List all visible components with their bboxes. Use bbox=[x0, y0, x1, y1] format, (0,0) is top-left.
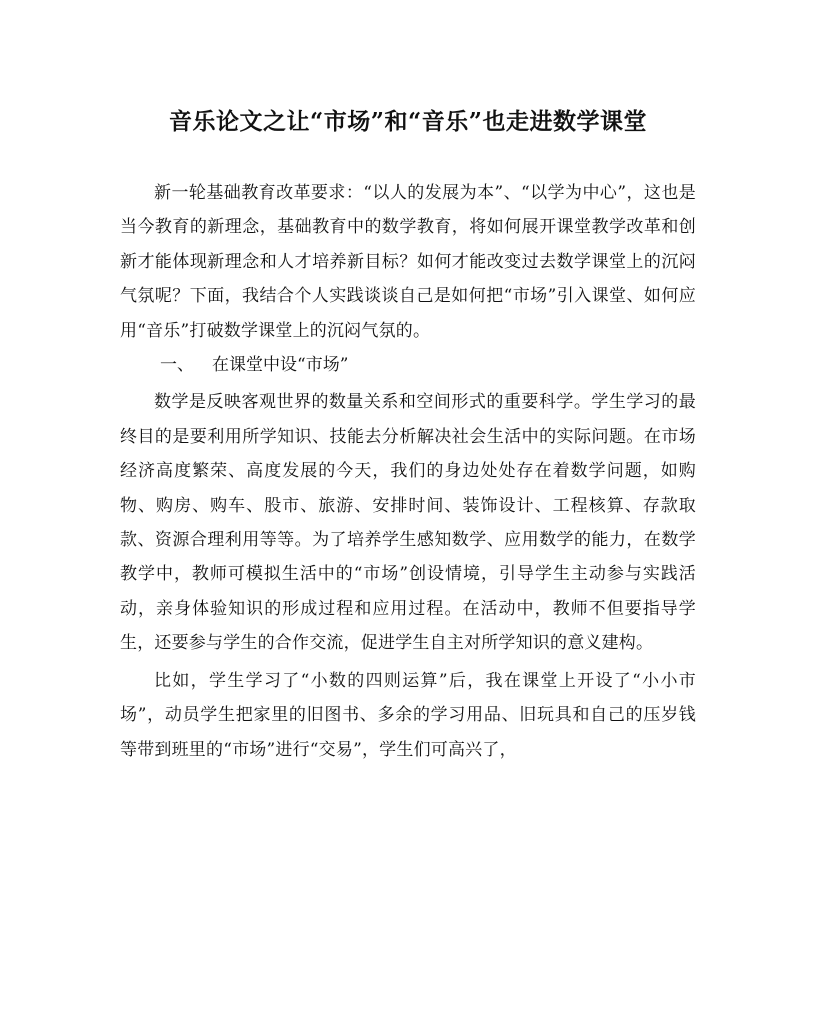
section-number: 一、 bbox=[160, 355, 194, 376]
section-heading bbox=[120, 348, 696, 382]
section-paragraph-1: 数学是反映客观世界的数量关系和空间形式的重要科学。学生学习的最终目的是要利用所学知识、技能去分析解决社会生活中的实际问题。在市场经济高度繁荣、高度发展的今天，我们的身边处处存在着数学问题，如购物、购房、购车、股市、旅游、安排时间、装饰设计、工程核算、存款取款、资源合理利用等等。为了培养学生感知数学、应用数学的能力，在数学教学中，教师可模拟生活中的“市场”创设情境，引导学生主动参与实践活动，亲身体验知识的形成过程和应用过程。在活动中，教师不但要指导学生，还要参与学生的合作交流，促进学生自主对所学知识的意义建构。 bbox=[120, 392, 696, 654]
document-title: 音乐论文之让“市场”和“音乐”也走进数学课堂 bbox=[169, 108, 647, 135]
section-title: 在课堂中设“市场” bbox=[212, 355, 349, 376]
document-body bbox=[120, 176, 696, 767]
section-paragraph-2: 比如，学生学习了“小数的四则运算”后，我在课堂上开设了“小小市场”，动员学生把家里的旧图书、多余的学习用品、旧玩具和自己的压岁钱等带到班里的“市场”进行“交易”，学生们可高兴了， bbox=[120, 670, 696, 760]
intro-paragraph: 新一轮基础教育改革要求：“以人的发展为本”、“以学为中心”，这也是当今教育的新理念，基础教育中的数学教育，将如何展开课堂教学改革和创新才能体现新理念和人才培养新目标？如何才能改变过去数学课堂上的沉闷气氛呢？下面，我结合个人实践谈谈自己是如何把“市场”引入课堂、如何应用“音乐”打破数学课堂上的沉闷气氛的。 bbox=[120, 183, 696, 341]
